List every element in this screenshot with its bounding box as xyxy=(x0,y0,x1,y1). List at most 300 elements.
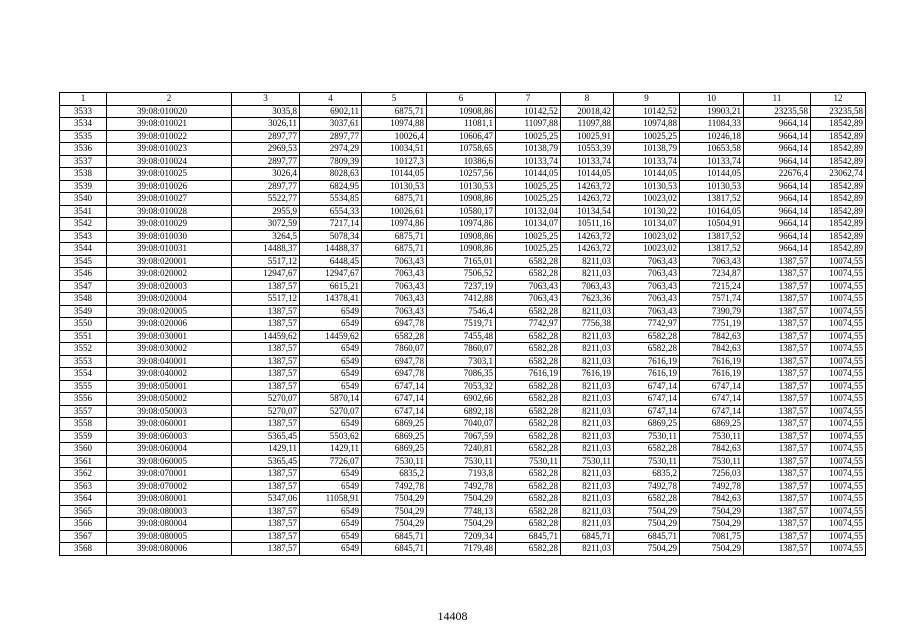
value-cell: 6902,66 xyxy=(427,393,496,406)
value-cell: 7504,29 xyxy=(680,518,744,531)
value-cell: 5522,77 xyxy=(232,193,300,206)
value-cell: 2969,53 xyxy=(232,143,300,156)
value-cell: 7546,4 xyxy=(427,305,496,318)
value-cell: 6549 xyxy=(300,318,362,331)
value-cell: 6448,45 xyxy=(300,255,362,268)
value-cell: 6582,28 xyxy=(496,418,561,431)
cadastral-number-cell: 39:08:010024 xyxy=(107,155,232,168)
value-cell: 10606,47 xyxy=(427,130,496,143)
table-row xyxy=(60,168,866,181)
value-cell: 1387,57 xyxy=(744,468,811,481)
row-number-cell: 3549 xyxy=(60,305,107,318)
value-cell: 10144,05 xyxy=(496,168,561,181)
cadastral-number-cell: 39:08:040001 xyxy=(107,355,232,368)
value-cell: 7492,78 xyxy=(680,480,744,493)
value-cell: 6582,28 xyxy=(496,355,561,368)
value-cell: 7063,43 xyxy=(614,255,680,268)
value-cell: 6582,28 xyxy=(496,443,561,456)
row-number-cell: 3537 xyxy=(60,155,107,168)
value-cell: 10130,22 xyxy=(614,205,680,218)
value-cell: 7530,11 xyxy=(614,455,680,468)
value-cell: 10074,55 xyxy=(811,393,866,406)
value-cell: 10974,86 xyxy=(362,218,427,231)
table-row xyxy=(60,443,866,456)
cadastral-number-cell: 39:08:010027 xyxy=(107,193,232,206)
value-cell: 8211,03 xyxy=(561,305,614,318)
column-header: 6 xyxy=(427,93,496,106)
value-cell: 10026,4 xyxy=(362,130,427,143)
value-cell: 10974,88 xyxy=(362,118,427,131)
value-cell: 10133,74 xyxy=(680,155,744,168)
table-row xyxy=(60,518,866,531)
value-cell: 7842,63 xyxy=(680,343,744,356)
value-cell: 5534,85 xyxy=(300,193,362,206)
value-cell: 2955,9 xyxy=(232,205,300,218)
cadastral-number-cell: 39:08:010028 xyxy=(107,205,232,218)
value-cell: 20018,42 xyxy=(561,105,614,118)
value-cell: 10133,74 xyxy=(614,155,680,168)
row-number-cell: 3550 xyxy=(60,318,107,331)
value-cell: 1387,57 xyxy=(744,543,811,556)
page-number: 14408 xyxy=(437,609,468,623)
value-cell: 8211,03 xyxy=(561,355,614,368)
value-cell: 12947,67 xyxy=(300,268,362,281)
value-cell: 11097,88 xyxy=(496,118,561,131)
column-header: 7 xyxy=(496,93,561,106)
value-cell: 18542,89 xyxy=(811,143,866,156)
value-cell: 10025,91 xyxy=(561,130,614,143)
table-row xyxy=(60,468,866,481)
value-cell: 12947,67 xyxy=(232,268,300,281)
value-cell: 10257,56 xyxy=(427,168,496,181)
value-cell: 14263,72 xyxy=(561,193,614,206)
value-cell: 7063,43 xyxy=(362,280,427,293)
value-cell: 6869,25 xyxy=(362,430,427,443)
value-cell: 7209,34 xyxy=(427,530,496,543)
value-cell: 6747,14 xyxy=(680,393,744,406)
value-cell: 8211,03 xyxy=(561,268,614,281)
table-row xyxy=(60,268,866,281)
value-cell: 7063,43 xyxy=(496,280,561,293)
value-cell: 1387,57 xyxy=(744,405,811,418)
value-cell: 10074,55 xyxy=(811,293,866,306)
value-cell: 6582,28 xyxy=(496,305,561,318)
value-cell: 10074,55 xyxy=(811,468,866,481)
cadastral-number-cell: 39:08:050002 xyxy=(107,393,232,406)
cadastral-number-cell: 39:08:060001 xyxy=(107,418,232,431)
value-cell: 10025,25 xyxy=(496,180,561,193)
value-cell: 1387,57 xyxy=(744,443,811,456)
cadastral-number-cell: 39:08:020002 xyxy=(107,268,232,281)
value-cell: 6582,28 xyxy=(496,343,561,356)
row-number-cell: 3538 xyxy=(60,168,107,181)
table-row xyxy=(60,543,866,556)
value-cell: 1387,57 xyxy=(744,330,811,343)
value-cell: 6747,14 xyxy=(614,405,680,418)
value-cell: 6549 xyxy=(300,380,362,393)
value-cell: 3026,11 xyxy=(232,118,300,131)
cadastral-number-cell: 39:08:010022 xyxy=(107,130,232,143)
cadastral-number-cell: 39:08:010031 xyxy=(107,243,232,256)
value-cell: 23235,58 xyxy=(744,105,811,118)
value-cell: 10025,25 xyxy=(496,130,561,143)
table-row xyxy=(60,493,866,506)
table-row xyxy=(60,118,866,131)
cadastral-number-cell: 39:08:080001 xyxy=(107,493,232,506)
value-cell: 23235,58 xyxy=(811,105,866,118)
table-row xyxy=(60,480,866,493)
value-cell: 1387,57 xyxy=(232,418,300,431)
value-cell: 8211,03 xyxy=(561,505,614,518)
value-cell: 14378,41 xyxy=(300,293,362,306)
value-cell: 6902,11 xyxy=(300,105,362,118)
value-cell: 18542,89 xyxy=(811,118,866,131)
value-cell: 7063,43 xyxy=(362,305,427,318)
value-cell: 7053,32 xyxy=(427,380,496,393)
value-cell: 8211,03 xyxy=(561,480,614,493)
row-number-cell: 3541 xyxy=(60,205,107,218)
value-cell: 6549 xyxy=(300,355,362,368)
value-cell: 10074,55 xyxy=(811,330,866,343)
column-header: 3 xyxy=(232,93,300,106)
value-cell: 10908,86 xyxy=(427,230,496,243)
cadastral-number-cell: 39:08:010021 xyxy=(107,118,232,131)
value-cell: 10074,55 xyxy=(811,305,866,318)
value-cell: 22676,4 xyxy=(744,168,811,181)
value-cell: 10130,53 xyxy=(362,180,427,193)
value-cell: 7063,43 xyxy=(680,255,744,268)
table-row xyxy=(60,180,866,193)
value-cell: 6947,78 xyxy=(362,368,427,381)
value-cell: 5517,12 xyxy=(232,255,300,268)
value-cell: 1387,57 xyxy=(232,518,300,531)
row-number-cell: 3553 xyxy=(60,355,107,368)
value-cell: 5870,14 xyxy=(300,393,362,406)
value-cell: 6549 xyxy=(300,530,362,543)
value-cell: 10908,86 xyxy=(427,105,496,118)
value-cell: 19903,21 xyxy=(680,105,744,118)
value-cell: 10074,55 xyxy=(811,255,866,268)
row-number-cell: 3564 xyxy=(60,493,107,506)
value-cell: 10074,55 xyxy=(811,368,866,381)
row-number-cell: 3534 xyxy=(60,118,107,131)
value-cell: 8211,03 xyxy=(561,330,614,343)
value-cell: 6582,28 xyxy=(496,543,561,556)
cadastral-number-cell: 39:08:020003 xyxy=(107,280,232,293)
value-cell: 6869,25 xyxy=(680,418,744,431)
cadastral-number-cell: 39:08:080003 xyxy=(107,505,232,518)
value-cell: 7193,8 xyxy=(427,468,496,481)
value-cell: 6892,18 xyxy=(427,405,496,418)
value-cell: 13817,52 xyxy=(680,193,744,206)
value-cell: 9664,14 xyxy=(744,193,811,206)
value-cell: 6845,71 xyxy=(362,543,427,556)
value-cell: 7519,71 xyxy=(427,318,496,331)
value-cell: 1387,57 xyxy=(744,493,811,506)
value-cell: 10580,17 xyxy=(427,205,496,218)
value-cell: 10023,02 xyxy=(614,243,680,256)
table-row xyxy=(60,143,866,156)
value-cell: 10138,79 xyxy=(614,143,680,156)
cadastral-number-cell: 39:08:030001 xyxy=(107,330,232,343)
value-cell: 7504,29 xyxy=(427,493,496,506)
value-cell: 10144,05 xyxy=(614,168,680,181)
value-cell: 3072,59 xyxy=(232,218,300,231)
value-cell: 10074,55 xyxy=(811,268,866,281)
value-cell: 1387,57 xyxy=(744,393,811,406)
value-cell: 10074,55 xyxy=(811,455,866,468)
value-cell: 3037,61 xyxy=(300,118,362,131)
value-cell: 10130,53 xyxy=(680,180,744,193)
value-cell: 6582,28 xyxy=(496,405,561,418)
cadastral-number-cell: 39:08:050003 xyxy=(107,405,232,418)
value-cell: 1387,57 xyxy=(232,380,300,393)
value-cell: 9664,14 xyxy=(744,155,811,168)
row-number-cell: 3559 xyxy=(60,430,107,443)
cadastral-number-cell: 39:08:050001 xyxy=(107,380,232,393)
value-cell: 10023,02 xyxy=(614,230,680,243)
value-cell: 7616,19 xyxy=(561,368,614,381)
value-cell: 7063,43 xyxy=(614,293,680,306)
value-cell: 23062,74 xyxy=(811,168,866,181)
table-row xyxy=(60,405,866,418)
value-cell: 7086,35 xyxy=(427,368,496,381)
value-cell: 6582,28 xyxy=(496,518,561,531)
cadastral-number-cell: 39:08:010020 xyxy=(107,105,232,118)
value-cell: 7504,29 xyxy=(614,505,680,518)
table-row xyxy=(60,155,866,168)
value-cell: 1387,57 xyxy=(744,355,811,368)
value-cell: 1387,57 xyxy=(744,380,811,393)
value-cell: 10908,86 xyxy=(427,243,496,256)
value-cell: 7067,59 xyxy=(427,430,496,443)
value-cell: 18542,89 xyxy=(811,180,866,193)
value-cell: 10134,54 xyxy=(561,205,614,218)
value-cell: 7063,43 xyxy=(362,255,427,268)
value-cell: 1387,57 xyxy=(232,355,300,368)
table-row xyxy=(60,243,866,256)
value-cell: 11084,33 xyxy=(680,118,744,131)
value-cell: 6549 xyxy=(300,518,362,531)
value-cell: 7842,63 xyxy=(680,330,744,343)
value-cell: 7492,78 xyxy=(427,480,496,493)
cadastral-number-cell: 39:08:080004 xyxy=(107,518,232,531)
value-cell: 3035,8 xyxy=(232,105,300,118)
cadastral-number-cell: 39:08:010029 xyxy=(107,218,232,231)
value-cell: 8211,03 xyxy=(561,343,614,356)
row-number-cell: 3562 xyxy=(60,468,107,481)
value-cell: 10134,07 xyxy=(496,218,561,231)
value-cell: 10144,05 xyxy=(362,168,427,181)
value-cell: 5270,07 xyxy=(232,393,300,406)
row-number-cell: 3545 xyxy=(60,255,107,268)
row-number-cell: 3548 xyxy=(60,293,107,306)
value-cell: 10142,52 xyxy=(496,105,561,118)
value-cell: 10074,55 xyxy=(811,318,866,331)
value-cell: 6549 xyxy=(300,480,362,493)
value-cell: 10142,52 xyxy=(614,105,680,118)
cadastral-number-cell: 39:08:010025 xyxy=(107,168,232,181)
value-cell: 10974,88 xyxy=(614,118,680,131)
table-row xyxy=(60,230,866,243)
value-cell: 6875,71 xyxy=(362,243,427,256)
value-cell: 14263,72 xyxy=(561,230,614,243)
value-cell: 8211,03 xyxy=(561,518,614,531)
value-cell: 5347,06 xyxy=(232,493,300,506)
value-cell: 6947,78 xyxy=(362,355,427,368)
value-cell: 5270,07 xyxy=(300,405,362,418)
value-cell: 7234,87 xyxy=(680,268,744,281)
header-row xyxy=(60,93,866,106)
row-number-cell: 3568 xyxy=(60,543,107,556)
value-cell: 9664,14 xyxy=(744,205,811,218)
value-cell: 7623,36 xyxy=(561,293,614,306)
value-cell: 6582,28 xyxy=(614,493,680,506)
value-cell: 1387,57 xyxy=(744,418,811,431)
value-cell: 8211,03 xyxy=(561,255,614,268)
value-cell: 14488,37 xyxy=(232,243,300,256)
value-cell: 5503,62 xyxy=(300,430,362,443)
column-header: 8 xyxy=(561,93,614,106)
row-number-cell: 3543 xyxy=(60,230,107,243)
cadastral-number-cell: 39:08:070001 xyxy=(107,468,232,481)
value-cell: 6615,21 xyxy=(300,280,362,293)
value-cell: 6549 xyxy=(300,343,362,356)
value-cell: 10074,55 xyxy=(811,380,866,393)
row-number-cell: 3546 xyxy=(60,268,107,281)
value-cell: 1387,57 xyxy=(744,305,811,318)
value-cell: 7412,88 xyxy=(427,293,496,306)
table-row xyxy=(60,418,866,431)
value-cell: 10758,65 xyxy=(427,143,496,156)
value-cell: 6554,33 xyxy=(300,205,362,218)
value-cell: 10025,25 xyxy=(496,230,561,243)
value-cell: 18542,89 xyxy=(811,218,866,231)
value-cell: 9664,14 xyxy=(744,218,811,231)
value-cell: 8028,63 xyxy=(300,168,362,181)
value-cell: 7303,1 xyxy=(427,355,496,368)
value-cell: 7506,52 xyxy=(427,268,496,281)
value-cell: 1387,57 xyxy=(744,280,811,293)
table-row xyxy=(60,293,866,306)
value-cell: 10074,55 xyxy=(811,530,866,543)
value-cell: 7504,29 xyxy=(427,518,496,531)
cadastral-number-cell: 39:08:070002 xyxy=(107,480,232,493)
value-cell: 6582,28 xyxy=(496,493,561,506)
row-number-cell: 3540 xyxy=(60,193,107,206)
row-number-cell: 3557 xyxy=(60,405,107,418)
value-cell: 7504,29 xyxy=(362,505,427,518)
value-cell: 7063,43 xyxy=(561,280,614,293)
value-cell: 10130,53 xyxy=(427,180,496,193)
cadastral-number-cell: 39:08:080005 xyxy=(107,530,232,543)
table-row xyxy=(60,255,866,268)
value-cell: 1387,57 xyxy=(232,318,300,331)
value-cell: 1387,57 xyxy=(744,368,811,381)
value-cell: 8211,03 xyxy=(561,393,614,406)
value-cell: 10074,55 xyxy=(811,480,866,493)
value-cell: 6582,28 xyxy=(362,330,427,343)
cadastral-number-cell: 39:08:030002 xyxy=(107,343,232,356)
value-cell: 6549 xyxy=(300,468,362,481)
value-cell: 7530,11 xyxy=(496,455,561,468)
value-cell: 6582,28 xyxy=(496,255,561,268)
value-cell: 8211,03 xyxy=(561,443,614,456)
value-cell: 1387,57 xyxy=(744,505,811,518)
column-header: 10 xyxy=(680,93,744,106)
table-row xyxy=(60,318,866,331)
row-number-cell: 3563 xyxy=(60,480,107,493)
row-number-cell: 3558 xyxy=(60,418,107,431)
value-cell: 6747,14 xyxy=(362,405,427,418)
value-cell: 7390,79 xyxy=(680,305,744,318)
value-cell: 1387,57 xyxy=(744,318,811,331)
value-cell: 5365,45 xyxy=(232,430,300,443)
row-number-cell: 3551 xyxy=(60,330,107,343)
value-cell: 10034,51 xyxy=(362,143,427,156)
row-number-cell: 3561 xyxy=(60,455,107,468)
value-cell: 14488,37 xyxy=(300,243,362,256)
value-cell: 1387,57 xyxy=(232,468,300,481)
value-cell: 6845,71 xyxy=(561,530,614,543)
value-cell: 7742,97 xyxy=(496,318,561,331)
value-cell: 7215,24 xyxy=(680,280,744,293)
column-header: 5 xyxy=(362,93,427,106)
value-cell: 7504,29 xyxy=(680,543,744,556)
value-cell: 5517,12 xyxy=(232,293,300,306)
table-row xyxy=(60,205,866,218)
value-cell: 1429,11 xyxy=(232,443,300,456)
value-cell: 7063,43 xyxy=(614,268,680,281)
value-cell: 7748,13 xyxy=(427,505,496,518)
value-cell: 7860,07 xyxy=(427,343,496,356)
value-cell: 1387,57 xyxy=(232,505,300,518)
value-cell: 6582,28 xyxy=(496,430,561,443)
value-cell: 6875,71 xyxy=(362,105,427,118)
value-cell: 6869,25 xyxy=(614,418,680,431)
row-number-cell: 3552 xyxy=(60,343,107,356)
value-cell: 8211,03 xyxy=(561,468,614,481)
cadastral-number-cell: 39:08:020004 xyxy=(107,293,232,306)
value-cell: 6747,14 xyxy=(362,380,427,393)
column-header: 4 xyxy=(300,93,362,106)
value-cell: 7504,29 xyxy=(362,518,427,531)
value-cell: 7742,97 xyxy=(614,318,680,331)
value-cell: 7530,11 xyxy=(680,430,744,443)
value-cell: 6582,28 xyxy=(496,505,561,518)
value-cell: 1387,57 xyxy=(744,430,811,443)
value-cell: 10127,3 xyxy=(362,155,427,168)
value-cell: 1387,57 xyxy=(744,268,811,281)
value-cell: 10144,05 xyxy=(561,168,614,181)
value-cell: 6747,14 xyxy=(680,380,744,393)
value-cell: 7571,74 xyxy=(680,293,744,306)
value-cell: 8211,03 xyxy=(561,430,614,443)
value-cell: 10074,55 xyxy=(811,505,866,518)
cadastral-number-cell: 39:08:010030 xyxy=(107,230,232,243)
value-cell: 5270,07 xyxy=(232,405,300,418)
value-cell: 7063,43 xyxy=(362,293,427,306)
row-number-cell: 3544 xyxy=(60,243,107,256)
value-cell: 6549 xyxy=(300,368,362,381)
value-cell: 10246,18 xyxy=(680,130,744,143)
column-header: 11 xyxy=(744,93,811,106)
value-cell: 2897,77 xyxy=(232,130,300,143)
value-cell: 6845,71 xyxy=(614,530,680,543)
value-cell: 7616,19 xyxy=(680,355,744,368)
value-cell: 7860,07 xyxy=(362,343,427,356)
table-row xyxy=(60,430,866,443)
